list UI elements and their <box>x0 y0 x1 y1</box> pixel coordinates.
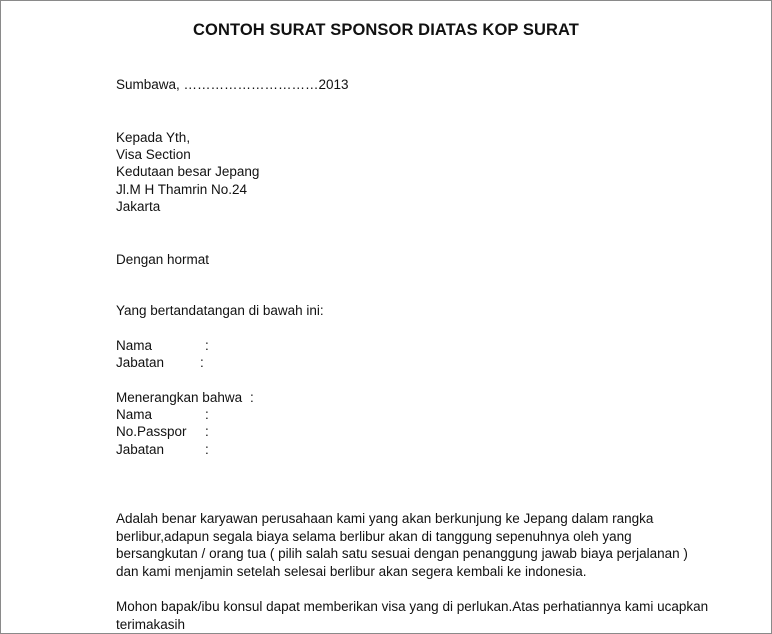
subject-passport-colon: : <box>205 424 209 439</box>
signer-name-label: Nama <box>116 338 153 353</box>
greeting: Dengan hormat <box>116 252 210 267</box>
subject-position-colon: : <box>205 442 209 457</box>
declares-label: Menerangkan bahwa <box>116 390 243 405</box>
body-paragraph <box>116 510 688 580</box>
document-title: CONTOH SURAT SPONSOR DIATAS KOP SURAT <box>193 21 579 39</box>
body-line: Adalah benar karyawan perusahaan kami yang akan berkunjung ke Jepang dalam rangka <box>116 511 654 526</box>
subject-name-label: Nama <box>116 407 153 422</box>
subject-name-colon: : <box>205 407 209 422</box>
closing-paragraph <box>116 598 708 633</box>
declares-colon: : <box>250 390 254 405</box>
signer-position-colon: : <box>200 355 204 370</box>
body-line: dan kami menjamin setelah selesai berlibur akan segera kembali ke indonesia. <box>116 563 587 579</box>
closing-line: terimakasih <box>116 616 186 632</box>
intro-line: Yang bertandatangan di bawah ini: <box>116 303 324 318</box>
closing-line: Mohon bapak/ibu konsul dapat memberikan visa yang di perlukan.Atas perhatiannya kami ucapkan <box>116 599 709 614</box>
recipient-line: Kedutaan besar Jepang <box>116 164 260 179</box>
recipient-line: Jakarta <box>116 199 161 214</box>
signer-position-label: Jabatan <box>116 355 165 370</box>
place-date: Sumbawa, …………………………2013 <box>116 77 349 92</box>
signer-name-colon: : <box>205 338 209 353</box>
subject-passport-label: No.Passpor <box>116 424 187 439</box>
recipient-line: Kepada Yth, <box>116 130 191 145</box>
recipient-line: Jl.M H Thamrin No.24 <box>116 182 248 197</box>
body-line: berlibur,adapun segala biaya selama berlibur akan di tanggung sepenuhnya oleh yang <box>116 528 632 544</box>
subject-position-label: Jabatan <box>116 442 165 457</box>
body-line: bersangkutan / orang tua ( pilih salah satu sesuai dengan penanggung jawab biaya perjalanan ) <box>116 546 688 561</box>
recipient-line: Visa Section <box>116 147 191 162</box>
